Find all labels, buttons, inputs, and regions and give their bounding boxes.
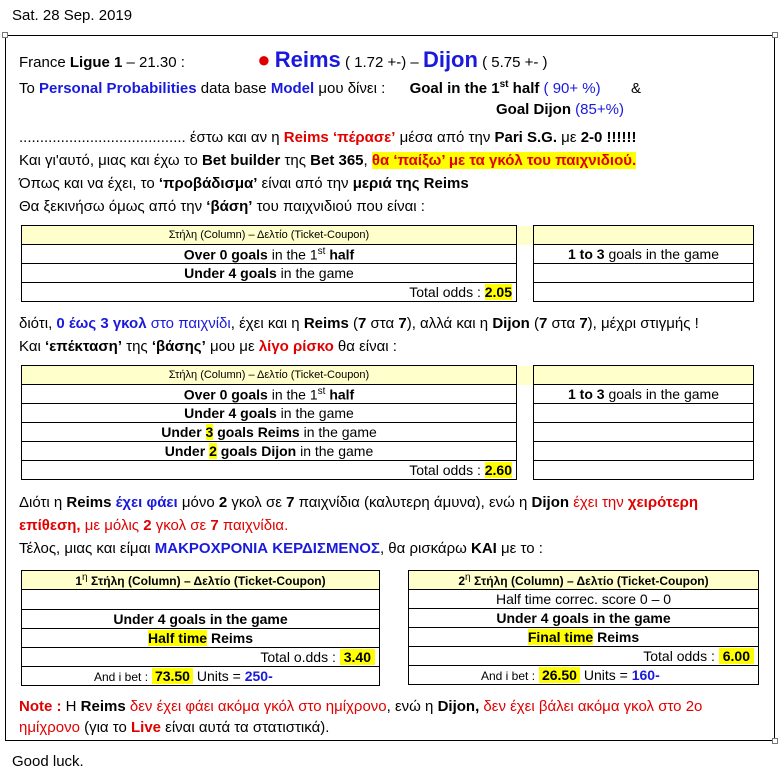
paragraph-7: Διότι η Reims έχει φάει μόνο 2 γκολ σε 7 παιχνίδια (καλυτερη άμυνα), ενώ η Dijon έχει την χειρότερη [19, 494, 699, 511]
ticket-row: Under 4 goals in the game [22, 404, 517, 423]
goal-first-half: Goal in the 1st half [409, 79, 540, 97]
ticket-row: Half time correc. score 0 – 0 [409, 590, 759, 609]
ticket-odds-row: Total odds : 6.00 [409, 647, 759, 666]
ticket-side-row: 1 to 3 goals in the game [534, 385, 754, 404]
ticket-odds-row: Total odds : 2.60 [22, 461, 517, 480]
ticket-row: Under 4 goals in the game [409, 609, 759, 628]
ticket-table-1 [21, 225, 754, 302]
ticket-side-row: 1 to 3 goals in the game [534, 245, 754, 264]
ticket-row: Under 4 goals in the game [22, 264, 517, 283]
post-date: Sat. 28 Sep. 2019 [12, 7, 133, 24]
ticket-table-2 [21, 365, 754, 480]
intro-text: μου δίνει : [318, 80, 386, 97]
ticket-row: Over 0 goals in the 1st half [22, 245, 517, 264]
home-odds: ( 1.72 +-) – [344, 54, 419, 71]
paragraph-6: Και ‘επέκταση’ της ‘βάσης’ μου με λίγο ρίσκο θα είναι : [19, 338, 397, 355]
note-line-1: Note : Η Reims δεν έχει φάει ακόμα γκόλ στο ημίχρονο, ενώ η Dijon, δεν έχει βάλει ακόμα γκολ στο 2ο [19, 698, 703, 715]
ticket-table-4 [408, 570, 759, 685]
ticket-header: Στήλη (Column) – Δελτίο (Ticket-Coupon) [22, 366, 517, 385]
model-name: Personal Probabilities [39, 80, 197, 97]
ticket-row: Half time Reims [22, 629, 380, 648]
ticket-row: Over 0 goals in the 1st half [22, 385, 517, 404]
paragraph-1: ........................................ έστω και αν η Reims ‘πέρασε’ μέσα από την Pari S.G. με 2-0 !!!!!! [19, 129, 637, 146]
ticket-table-3 [21, 570, 380, 686]
resize-handle-icon[interactable] [2, 32, 8, 38]
paragraph-4: Θα ξεκινήσω όμως από την ‘βάση’ του παιχνιδιού που είναι : [19, 198, 425, 215]
away-team: Dijon [422, 47, 478, 72]
intro-text: Το [19, 80, 35, 97]
ticket-odds-row: Total o.dds : 3.40 [22, 648, 380, 667]
goal-first-half-pct: ( 90+ %) [543, 80, 601, 97]
intro-line-2 [496, 101, 624, 118]
intro-line [19, 79, 641, 97]
note-line-2: ημίχρονο (για το Live είναι αυτά τα στατιστικά). [19, 719, 330, 736]
home-team: Reims [274, 47, 341, 72]
match-header [19, 47, 548, 73]
paragraph-8: επίθεση, με μόλις 2 γκολ σε 7 παιχνίδια. [19, 517, 289, 534]
paragraph-5: διότι, 0 έως 3 γκολ στο παιχνίδι, έχει και η Reims (7 στα 7), αλλά και η Dijon (7 στα 7), μέχρι στιγμής ! [19, 315, 699, 332]
ticket-header: Στήλη (Column) – Δελτίο (Ticket-Coupon) [22, 226, 517, 245]
model-word: Model [270, 80, 315, 97]
bullet-icon: ● [257, 47, 271, 72]
paragraph-9: Τέλος, μιας και είμαι ΜΑΚΡΟΧΡΟΝΙΑ ΚΕΡΔΙΣΜΕΝΟΣ, θα ρισκάρω ΚΑΙ με το : [19, 540, 543, 557]
paragraph-2: Και γι'αυτό, μιας και έχω το Bet builder της Bet 365, θα ‘παίξω’ με τα γκόλ του παιχνιδιού. [19, 152, 637, 169]
resize-handle-icon[interactable] [772, 738, 778, 744]
ticket-header: $2^\eta$ Στήλη (Column) – Δελτίο (Ticket-Coupon) [409, 571, 759, 590]
goal-dijon-pct: (85+%) [575, 101, 624, 118]
ticket-row: Under 4 goals in the game [22, 610, 380, 629]
league-name: Ligue 1 [69, 54, 123, 71]
paragraph-3: Όπως και να έχει, το ‘προβάδισμα’ είναι από την μεριά της Reims [19, 175, 469, 192]
goal-dijon: Goal Dijon [496, 101, 571, 118]
ticket-row: Under 3 goals Reims in the game [22, 423, 517, 442]
ticket-header: $1^\eta$ Στήλη (Column) – Δελτίο (Ticket-Coupon) [22, 571, 380, 590]
intro-text: data base [200, 80, 267, 97]
country-label: France [19, 54, 70, 71]
document-frame [5, 35, 775, 741]
ticket-bet-row: And i bet : 73.50 Units = 250- [22, 667, 380, 686]
ticket-bet-row: And i bet : 26.50 Units = 160- [409, 666, 759, 685]
ticket-row: Under 2 goals Dijon in the game [22, 442, 517, 461]
ticket-row: Final time Reims [409, 628, 759, 647]
resize-handle-icon[interactable] [772, 32, 778, 38]
match-time: – 21.30 : [122, 54, 185, 71]
ampersand: & [630, 80, 641, 97]
away-odds: ( 5.75 +- ) [482, 54, 548, 71]
closing-text: Good luck. [12, 753, 84, 770]
ticket-odds-row: Total odds : 2.05 [22, 283, 517, 302]
